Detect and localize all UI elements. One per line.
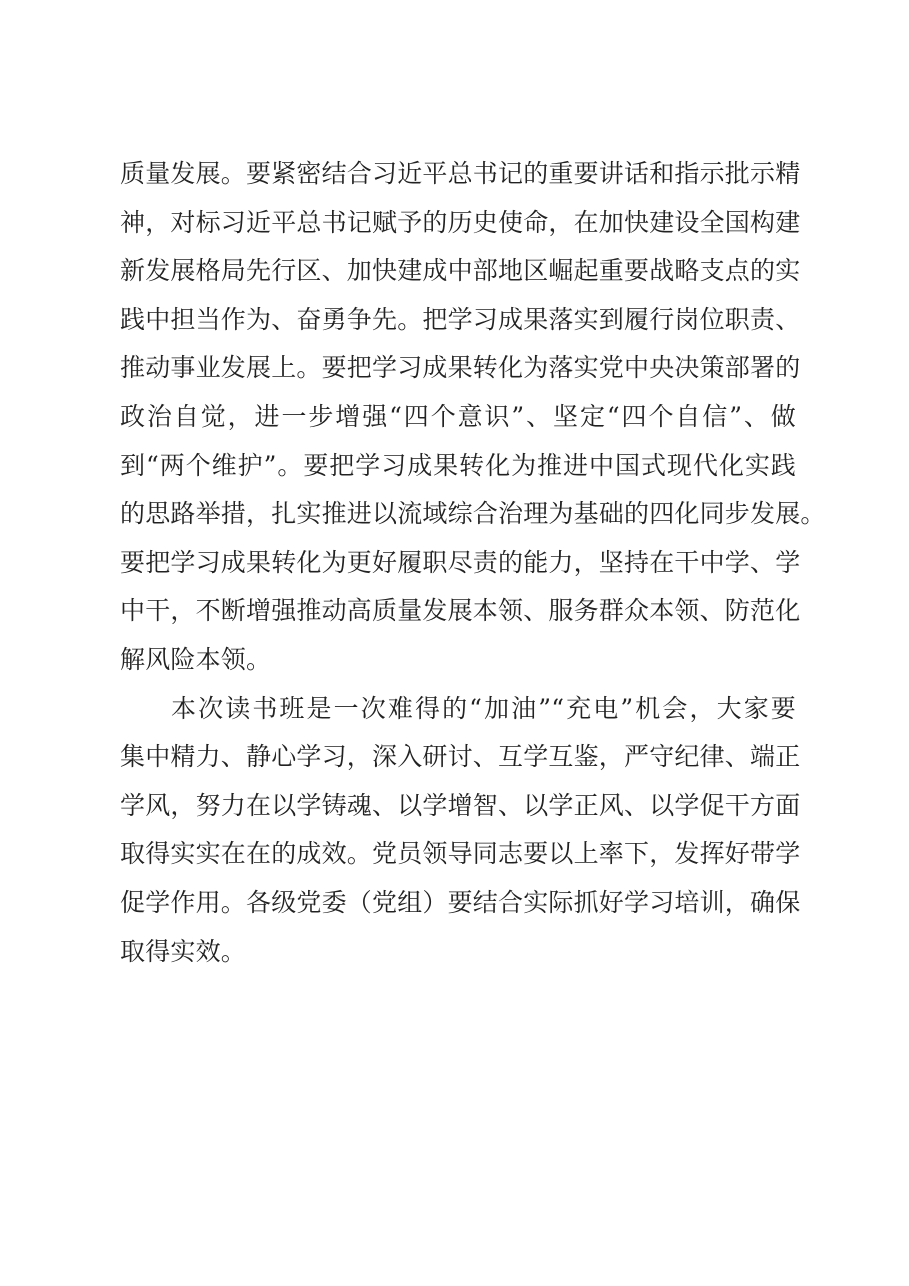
paragraph-line: 中干，不断增强推动高质量发展本领、服务群众本领、防范化 — [120, 596, 801, 626]
paragraph-line: 践中担当作为、奋勇争先。把学习成果落实到履行岗位职责、 — [120, 304, 801, 334]
paragraph-line: 取得实实在在的成效。党员领导同志要以上率下，发挥好带学 — [120, 839, 801, 869]
paragraph-line: 集中精力、静心学习，深入研讨、互学互鉴，严守纪律、端正 — [120, 742, 801, 772]
paragraph-line: 新发展格局先行区、加快建成中部地区崛起重要战略支点的实 — [120, 256, 801, 286]
paragraph-line: 要把学习成果转化为更好履职尽责的能力，坚持在干中学、学 — [120, 547, 801, 577]
paragraph-1 — [120, 150, 826, 685]
paragraph-line: 的思路举措，扎实推进以流域综合治理为基础的四化同步发展。 — [120, 499, 826, 529]
document-body — [120, 150, 826, 976]
paragraph-line: 质量发展。要紧密结合习近平总书记的重要讲话和指示批示精 — [120, 159, 801, 188]
paragraph-line: 解风险本领。 — [120, 644, 272, 674]
paragraph-line: 推动事业发展上。要把学习成果转化为落实党中央决策部署的 — [120, 353, 801, 383]
paragraph-line: 到“两个维护”。要把学习成果转化为推进中国式现代化实践 — [120, 450, 796, 480]
paragraph-line: 学风，努力在以学铸魂、以学增智、以学正风、以学促干方面 — [120, 790, 801, 820]
paragraph-line: 本次读书班是一次难得的“加油”“充电”机会，大家要 — [171, 693, 796, 723]
paragraph-2 — [120, 685, 801, 977]
paragraph-line: 政治自觉，进一步增强“四个意识”、坚定“四个自信”、做 — [120, 401, 796, 431]
paragraph-line: 取得实效。 — [120, 936, 247, 966]
paragraph-line: 神，对标习近平总书记赋予的历史使命，在加快建设全国构建 — [120, 207, 801, 237]
paragraph-line: 促学作用。各级党委（党组）要结合实际抓好学习培训，确保 — [120, 887, 801, 917]
